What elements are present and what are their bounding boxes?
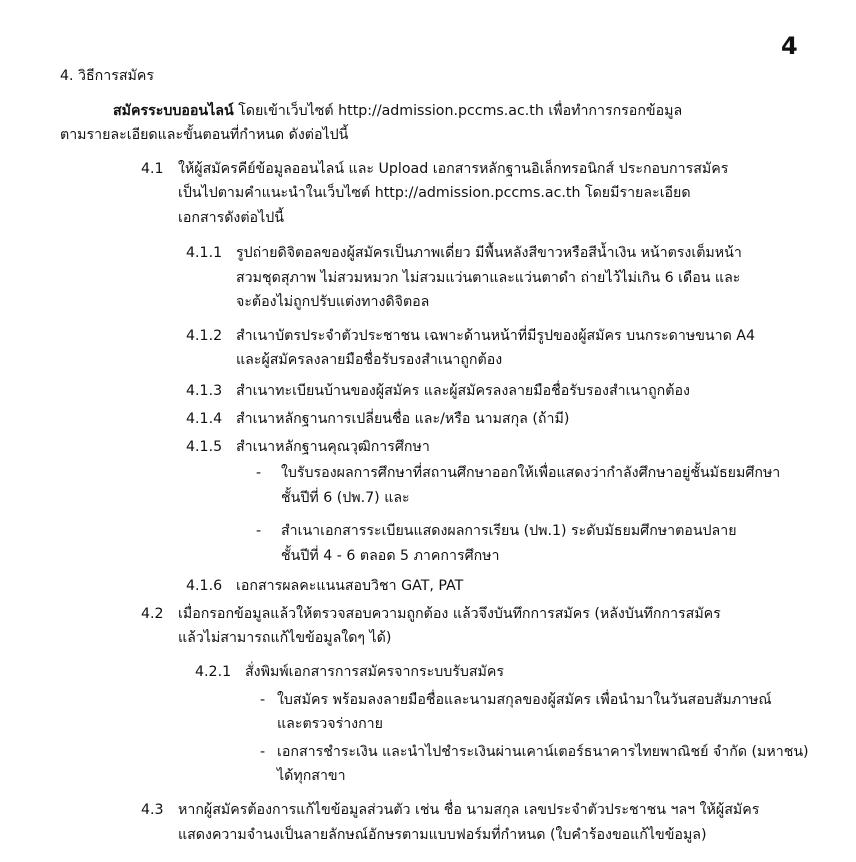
bullet-dash: -	[260, 692, 266, 708]
item-4-3-line: หากผู้สมัครต้องการแก้ไขข้อมูลส่วนตัว เช่น ชื่อ นามสกุล เลขประจำตัวประชาชน ฯลฯ ให้ผู้สมัคร	[178, 802, 760, 818]
item-4-1-2-line: และผู้สมัครลงลายมือชื่อรับรองสำเนาถูกต้อง	[236, 352, 503, 368]
item-4-3-line: แสดงความจำนงเป็นลายลักษณ์อักษรตามแบบฟอร์มที่กำหนด (ใบคำร้องขอแก้ไขข้อมูล)	[178, 827, 707, 843]
section-heading: 4. วิธีการสมัคร	[60, 68, 154, 84]
item-4-1-line: เอกสารดังต่อไปนี้	[178, 210, 284, 226]
bullet-line: ชั้นปีที่ 4 - 6 ตลอด 5 ภาคการศึกษา	[281, 548, 500, 564]
item-4-2-line: แล้วไม่สามารถแก้ไขข้อมูลใดๆ ได้)	[178, 630, 392, 646]
item-number: 4.1	[141, 161, 164, 177]
item-number: 4.1.4	[186, 411, 223, 427]
intro-line-1	[113, 101, 682, 121]
item-4-1-3-text: สำเนาทะเบียนบ้านของผู้สมัคร และผู้สมัครลงลายมือชื่อรับรองสำเนาถูกต้อง	[236, 383, 690, 399]
bullet-line: ชั้นปีที่ 6 (ปพ.7) และ	[281, 490, 410, 506]
item-number: 4.2	[141, 606, 164, 622]
item-4-1-1-line: จะต้องไม่ถูกปรับแต่งทางดิจิตอล	[236, 294, 430, 310]
intro-rest: โดยเข้าเว็บไซต์ http://admission.pccms.ac.th เพื่อทำการกรอกข้อมูล	[233, 103, 683, 119]
bullet-dash: -	[256, 465, 262, 481]
item-4-2-1-text: สั่งพิมพ์เอกสารการสมัครจากระบบรับสมัคร	[245, 664, 505, 680]
bullet-line: ใบรับรองผลการศึกษาที่สถานศึกษาออกให้เพื่อแสดงว่ากำลังศึกษาอยู่ชั้นมัธยมศึกษา	[281, 465, 781, 481]
item-number: 4.1.3	[186, 383, 223, 399]
item-number: 4.3	[141, 802, 164, 818]
item-4-1-line: เป็นไปตามคำแนะนำในเว็บไซต์ http://admission.pccms.ac.th โดยมีรายละเอียด	[178, 185, 691, 201]
item-4-2-line: เมื่อกรอกข้อมูลแล้วให้ตรวจสอบความถูกต้อง แล้วจึงบันทึกการสมัคร (หลังบันทึกการสมัคร	[178, 606, 721, 622]
intro-bold: สมัครระบบออนไลน์	[113, 103, 234, 119]
item-number: 4.2.1	[195, 664, 232, 680]
intro-line-2: ตามรายละเอียดและขั้นตอนที่กำหนด ดังต่อไปนี้	[60, 127, 349, 143]
item-4-1-1-line: สวมชุดสุภาพ ไม่สวมหมวก ไม่สวมแว่นตาและแว่นตาดำ ถ่ายไว้ไม่เกิน 6 เดือน และ	[236, 270, 741, 286]
item-number: 4.1.6	[186, 578, 223, 594]
item-4-1-6-text: เอกสารผลคะแนนสอบวิชา GAT, PAT	[236, 578, 464, 594]
bullet-line: และตรวจร่างกาย	[277, 716, 383, 732]
item-4-1-1-line: รูปถ่ายดิจิตอลของผู้สมัครเป็นภาพเดี่ยว มีพื้นหลังสีขาวหรือสีน้ำเงิน หน้าตรงเต็มหน้า	[236, 245, 742, 261]
page-number: 4	[781, 32, 798, 60]
item-number: 4.1.2	[186, 328, 223, 344]
bullet-dash: -	[260, 744, 266, 760]
item-4-1-line: ให้ผู้สมัครคีย์ข้อมูลออนไลน์ และ Upload เอกสารหลักฐานอิเล็กทรอนิกส์ ประกอบการสมัคร	[178, 161, 729, 177]
bullet-line: สำเนาเอกสารระเบียนแสดงผลการเรียน (ปพ.1) ระดับมัธยมศึกษาตอนปลาย	[281, 523, 737, 539]
bullet-dash: -	[256, 523, 262, 539]
bullet-line: เอกสารชำระเงิน และนำไปชำระเงินผ่านเคาน์เตอร์ธนาคารไทยพาณิชย์ จำกัด (มหาชน)	[277, 744, 809, 760]
item-number: 4.1.5	[186, 439, 223, 455]
bullet-line: ได้ทุกสาขา	[277, 768, 346, 784]
item-4-1-4-text: สำเนาหลักฐานการเปลี่ยนชื่อ และ/หรือ นามสกุล (ถ้ามี)	[236, 411, 570, 427]
item-4-1-5-text: สำเนาหลักฐานคุณวุฒิการศึกษา	[236, 439, 430, 455]
bullet-line: ใบสมัคร พร้อมลงลายมือชื่อและนามสกุลของผู้สมัคร เพื่อนำมาในวันสอบสัมภาษณ์	[277, 692, 772, 708]
item-4-1-2-line: สำเนาบัตรประจำตัวประชาชน เฉพาะด้านหน้าที่มีรูปของผู้สมัคร บนกระดาษขนาด A4	[236, 328, 756, 344]
item-number: 4.1.1	[186, 245, 223, 261]
